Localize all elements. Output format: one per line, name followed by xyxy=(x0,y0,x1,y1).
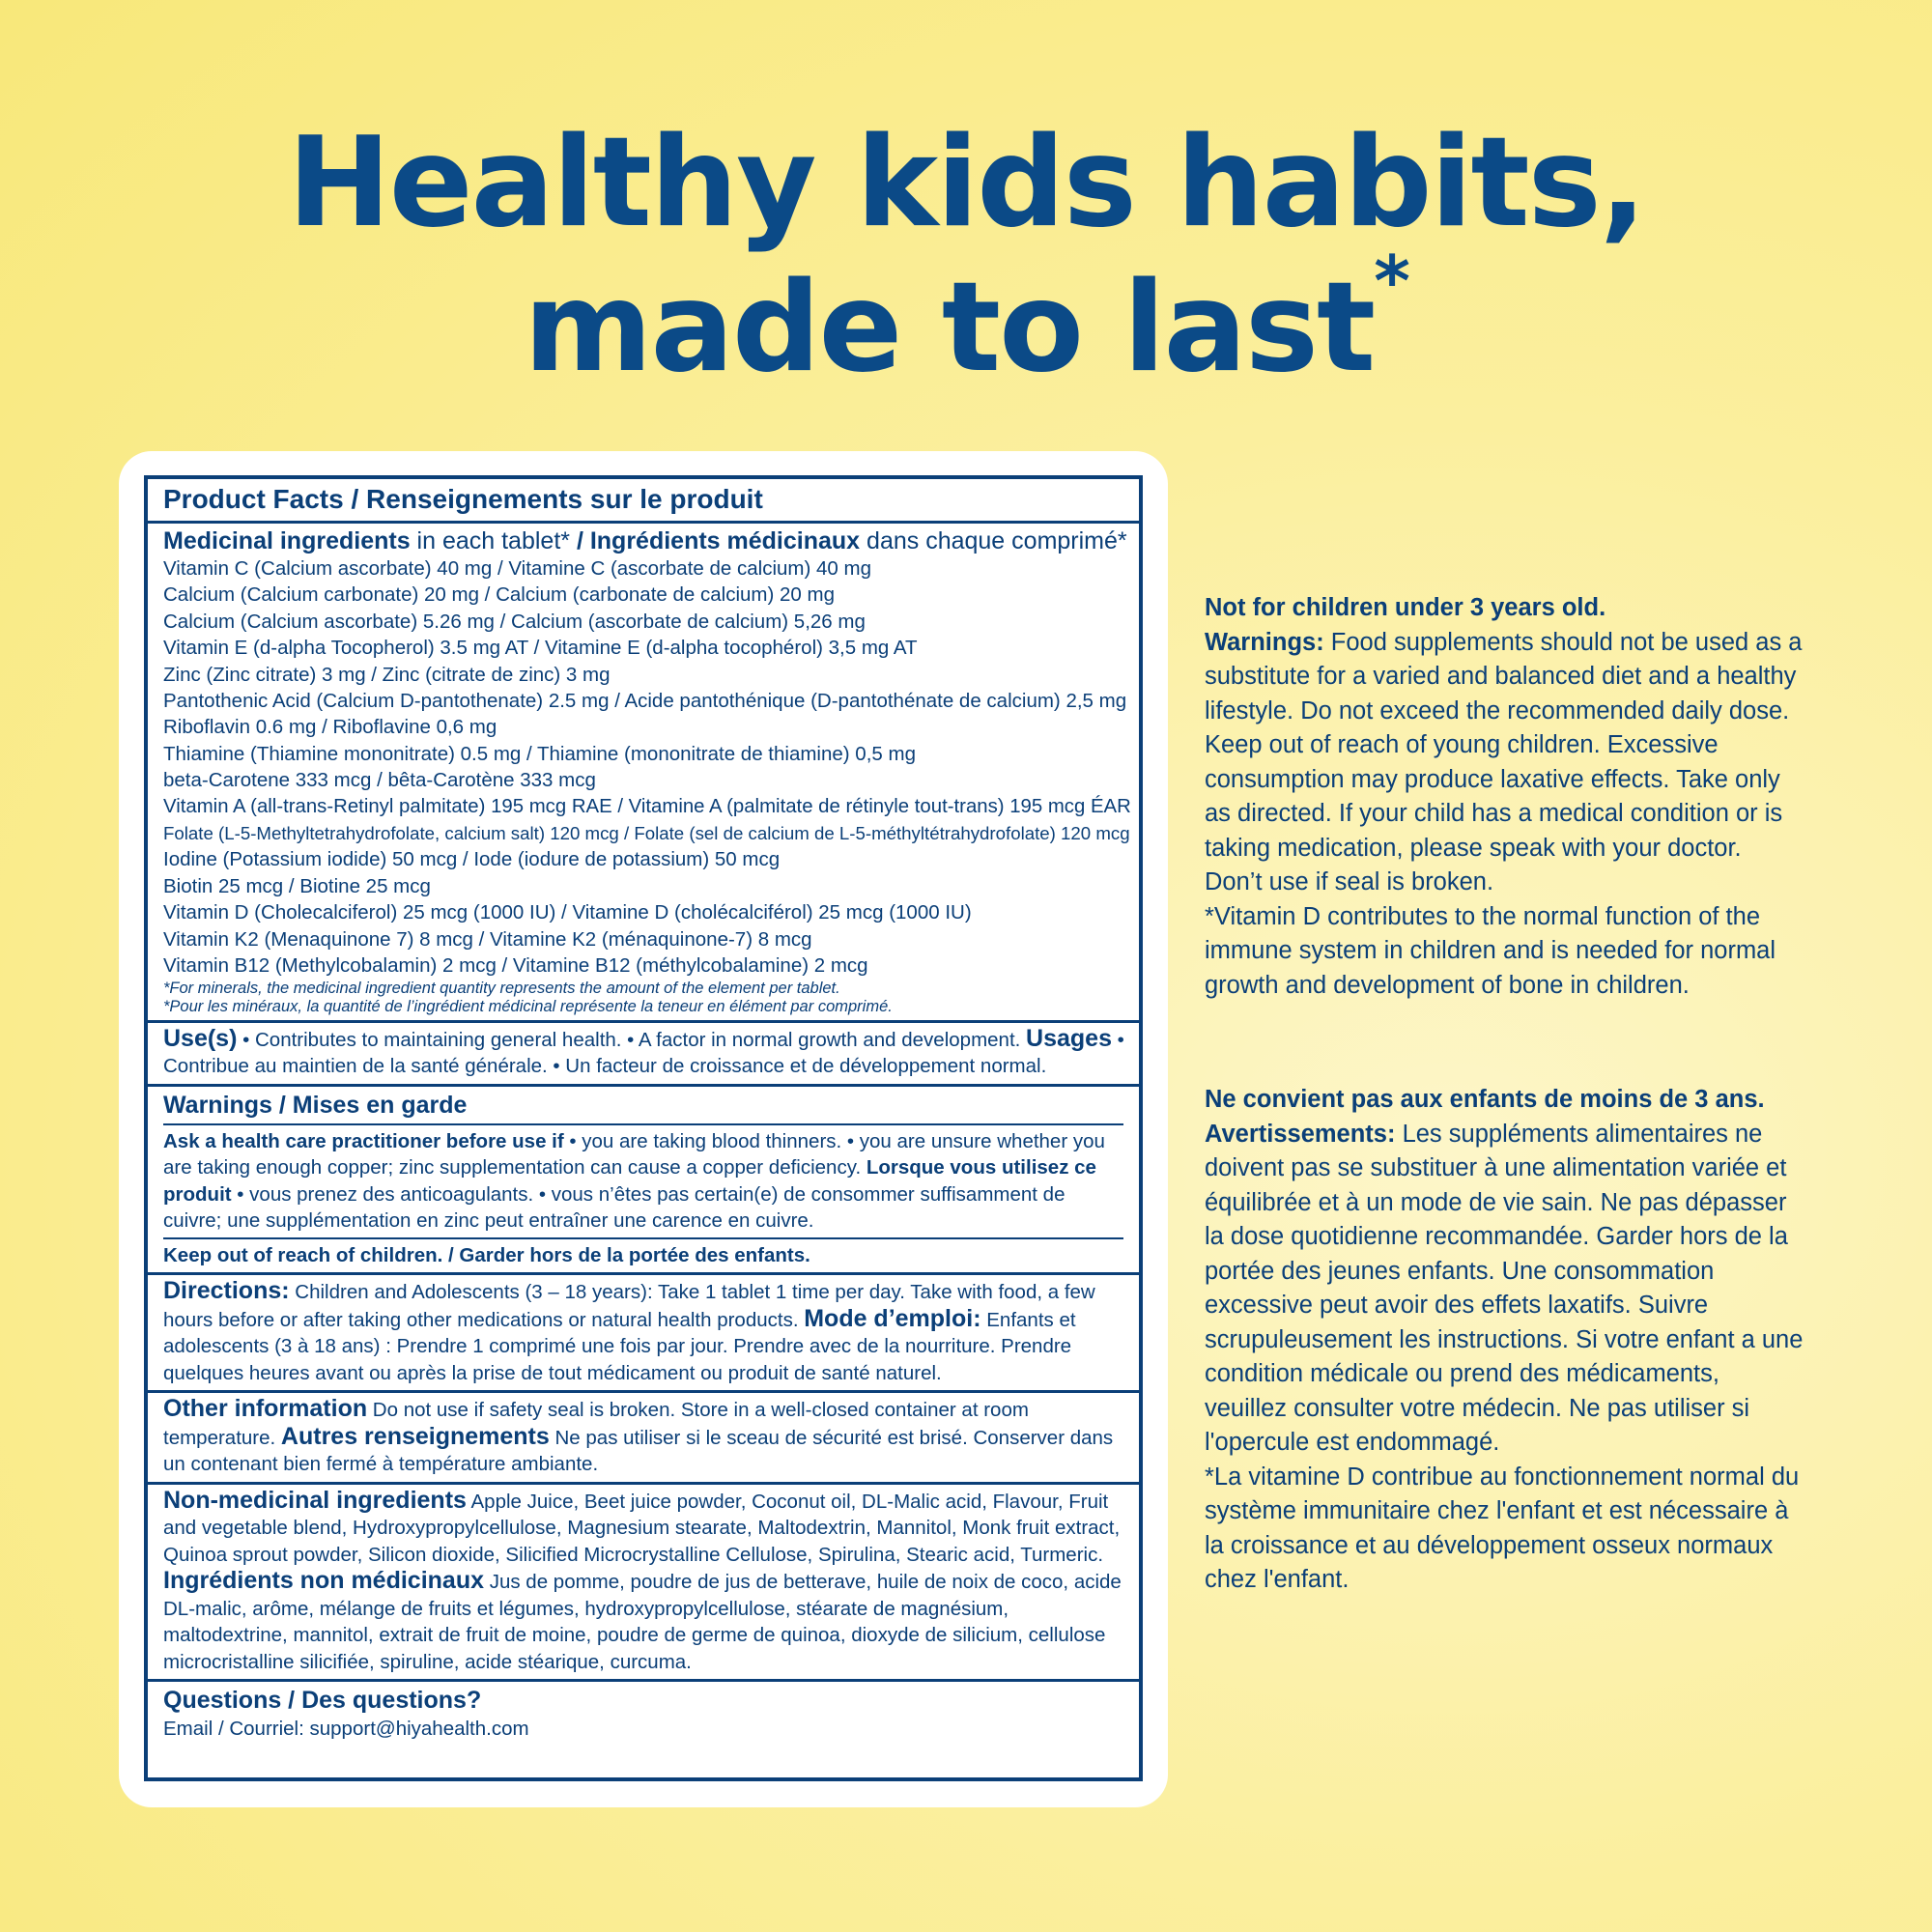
product-facts-card xyxy=(119,451,1168,1807)
directions-label-en: Directions: xyxy=(163,1277,290,1304)
ingredient-row: Vitamin D (Cholecalciferol) 25 mcg (1000 IU) / Vitamine D (cholécalciférol) 25 mcg (1000 IU) xyxy=(163,901,972,924)
ask-label-fr: Lorsque vous utilisez ce produit xyxy=(163,1156,1096,1206)
other-text-en: Do not use if safety seal is broken. Store in a well-closed container at room temperature. xyxy=(163,1399,1029,1449)
other-label-en: Other information xyxy=(163,1395,368,1422)
nonmed-text-fr: Jus de pomme, poudre de jus de betterave, huile de noix de coco, acide DL-malic, arôme, mélange de fruits et légumes, hydroxypropylcellulose, stéarate de magnésium, maltodextrine, mannitol, extrait de fruit de moine, poudre de germe de quinoa, dioxyde de silicium, cellulose microcristalline silicifiée, spiruline, acide stéarique, curcuma. xyxy=(163,1571,1122,1673)
questions-section xyxy=(148,1682,1139,1747)
warnings-ask xyxy=(163,1125,1123,1239)
footnote-en: *For minerals, the medicinal ingredient quantity represents the amount of the element per tablet. xyxy=(163,979,840,997)
medicinal-heading xyxy=(163,526,1131,555)
ingredient-row: Zinc (Zinc citrate) 3 mg / Zinc (citrate de zinc) 3 mg xyxy=(163,663,611,686)
side-en-note: *Vitamin D contributes to the normal function of the immune system in children and is needed for normal growth and development of bone in children. xyxy=(1205,902,1776,999)
side-en-warnings-text: Food supplements should not be used as a substitute for a varied and balanced diet and a healthy lifestyle. Do not exceed the recommended daily dose. Keep out of reach of young children. Excessive consumption may produce laxative effects. Take only as directed. If your child has a medical condition or is taking medication, please speak with your doctor. Don’t use if seal is broken. xyxy=(1205,628,1803,895)
side-fr-warnings-text: Les suppléments alimentaires ne doivent pas se substituer à une alimentation variée et équilibrée et à un mode de vie sain. Ne pas dépasser la dose quotidienne recommandée. Garder hors de la portée des jeunes enfants. Une consommation excessive peut avoir des effets laxatifs. Suivre scrupuleusement les instructions. Si votre enfant a une condition médicale ou prend des médicaments, veuillez consulter votre médecin. Ne pas utiliser si l'opercule est endommagé. xyxy=(1205,1120,1804,1456)
nonmed-label-fr: Ingrédients non médicinaux xyxy=(163,1567,484,1594)
other-information-section xyxy=(148,1393,1139,1485)
side-fr-heading: Ne convient pas aux enfants de moins de 3 ans. xyxy=(1205,1086,1765,1113)
uses-label-en: Use(s) xyxy=(163,1024,238,1052)
ask-text-fr: • vous prenez des anticoagulants. • vous n’êtes pas certain(e) de consommer suffisamment de cuivre; une supplémentation en zinc peut entraîner une carence en cuivre. xyxy=(163,1182,1065,1232)
side-text-fr xyxy=(1205,1083,1804,1598)
uses-section xyxy=(148,1023,1139,1087)
directions-text-fr: Enfants et adolescents (3 à 18 ans) : Prendre 1 comprimé une fois par jour. Prendre avec de la nourriture. Prendre quelques heures avant ou après la prise de tout médicament ou produit de santé naturel. xyxy=(163,1308,1076,1384)
ingredient-row: Calcium (Calcium carbonate) 20 mg / Calcium (carbonate de calcium) 20 mg xyxy=(163,583,835,607)
warnings-section xyxy=(148,1087,1139,1276)
directions-text-en: Children and Adolescents (3 – 18 years): Take 1 tablet 1 time per day. Take with food, a few hours before or after taking other medications or natural health products. xyxy=(163,1281,1095,1331)
ingredient-row: beta-Carotene 333 mcg / bêta-Carotène 333 mcg xyxy=(163,769,596,792)
uses-text-fr: • Contribue au maintien de la santé générale. • Un facteur de croissance et de développement normal. xyxy=(163,1028,1124,1077)
questions-title: Questions / Des questions? xyxy=(163,1687,482,1714)
warnings-title-row xyxy=(163,1090,1123,1125)
headline xyxy=(0,111,1932,401)
ask-text-en: • you are taking blood thinners. • you are unsure whether you are taking enough copper; zinc supplementation can cause a copper deficiency. xyxy=(163,1129,1105,1179)
ingredient-row: Vitamin C (Calcium ascorbate) 40 mg / Vitamine C (ascorbate de calcium) 40 mg xyxy=(163,557,871,580)
ingredient-row: Biotin 25 mcg / Biotine 25 mcg xyxy=(163,874,431,897)
other-label-fr: Autres renseignements xyxy=(280,1422,550,1450)
side-en-warnings-label: Warnings: xyxy=(1205,628,1324,656)
medicinal-label-en: Medicinal ingredients xyxy=(163,527,411,554)
product-facts-panel xyxy=(144,475,1143,1781)
nonmed-text xyxy=(163,1488,1131,1676)
footnote-fr: *Pour les minéraux, la quantité de l’ingrédient médicinal représente la teneur en élément par comprimé. xyxy=(163,997,893,1015)
ingredient-row: Iodine (Potassium iodide) 50 mcg / Iode (iodure de potassium) 50 mcg xyxy=(163,848,781,871)
medicinal-label-fr: / Ingrédients médicinaux xyxy=(576,527,861,554)
side-en-heading: Not for children under 3 years old. xyxy=(1205,594,1606,621)
facts-title-section xyxy=(148,479,1139,524)
directions-text xyxy=(163,1278,1131,1386)
other-text-fr: Ne pas utiliser si le sceau de sécurité est brisé. Conserver dans un contenant bien fermé à température ambiante. xyxy=(163,1426,1114,1475)
medicinal-text-fr: dans chaque comprimé* xyxy=(860,527,1127,554)
non-medicinal-section xyxy=(148,1485,1139,1683)
nonmed-text-en: Apple Juice, Beet juice powder, Coconut oil, DL-Malic acid, Flavour, Fruit and vegetable blend, Hydroxypropylcellulose, Magnesium stearate, Maltodextrin, Mannitol, Monk fruit extract, Quinoa sprout powder, Silicon dioxide, Silicified Microcrystalline Cellulose, Spirulina, Stearic acid, Turmeric. xyxy=(163,1490,1121,1566)
ingredient-row: Vitamin E (d-alpha Tocopherol) 3.5 mg AT / Vitamine E (d-alpha tocophérol) 3,5 mg AT xyxy=(163,637,918,660)
ask-label-en: Ask a health care practitioner before use if xyxy=(163,1129,570,1152)
support-email[interactable]: Email / Courriel: support@hiyahealth.com xyxy=(163,1718,529,1740)
ingredient-row: Folate (L-5-Methyltetrahydrofolate, calcium salt) 120 mcg / Folate (sel de calcium de L-5-méthyltétrahydrofolate) 120 mcg xyxy=(163,823,1130,844)
uses-text-en: • Contributes to maintaining general health. • A factor in normal growth and development. xyxy=(237,1028,1027,1051)
other-text xyxy=(163,1396,1131,1478)
side-fr-warnings-label: Avertissements: xyxy=(1205,1120,1396,1148)
directions-section xyxy=(148,1275,1139,1393)
ingredient-row: Thiamine (Thiamine mononitrate) 0.5 mg / Thiamine (mononitrate de thiamine) 0,5 mg xyxy=(163,742,916,765)
headline-line-1: Healthy kids habits, xyxy=(287,111,1645,255)
directions-label-fr: Mode d’emploi: xyxy=(804,1304,981,1332)
warnings-title: Warnings / Mises en garde xyxy=(163,1091,468,1119)
keep-out-of-reach: Keep out of reach of children. / Garder hors de la portée des enfants. xyxy=(163,1243,810,1266)
ingredient-row: Calcium (Calcium ascorbate) 5.26 mg / Calcium (ascorbate de calcium) 5,26 mg xyxy=(163,610,866,633)
ingredient-row: Vitamin B12 (Methylcobalamin) 2 mcg / Vitamine B12 (méthylcobalamine) 2 mcg xyxy=(163,954,868,978)
side-fr-note: *La vitamine D contribue au fonctionnement normal du système immunitaire chez l'enfant et est nécessaire à la croissance et au développement osseux normaux chez l'enfant. xyxy=(1205,1463,1800,1593)
ingredient-row: Vitamin K2 (Menaquinone 7) 8 mcg / Vitamine K2 (ménaquinone-7) 8 mcg xyxy=(163,927,812,951)
headline-line-2-text: made to last xyxy=(524,256,1375,400)
headline-line-2 xyxy=(0,241,1932,401)
side-fr-warnings xyxy=(1205,1118,1804,1461)
medicinal-ingredients-section xyxy=(148,524,1139,1023)
headline-asterisk: * xyxy=(1374,241,1408,322)
facts-title: Product Facts / Renseignements sur le produit xyxy=(163,484,763,514)
side-text-en xyxy=(1205,591,1804,1003)
medicinal-text-en: in each tablet* xyxy=(410,527,577,554)
ingredient-row: Vitamin A (all-trans-Retinyl palmitate) 195 mcg RAE / Vitamine A (palmitate de rétinyle tout-trans) 195 mcg ÉAR xyxy=(163,795,1131,817)
ingredient-row: Pantothenic Acid (Calcium D-pantothenate) 2.5 mg / Acide pantothénique (D-pantothénate de calcium) 2,5 mg xyxy=(163,690,1127,713)
ingredient-row: Riboflavin 0.6 mg / Riboflavine 0,6 mg xyxy=(163,716,497,739)
nonmed-label-en: Non-medicinal ingredients xyxy=(163,1486,467,1514)
side-en-warnings xyxy=(1205,626,1804,900)
uses-text xyxy=(163,1026,1131,1080)
uses-label-fr: Usages xyxy=(1026,1024,1112,1052)
